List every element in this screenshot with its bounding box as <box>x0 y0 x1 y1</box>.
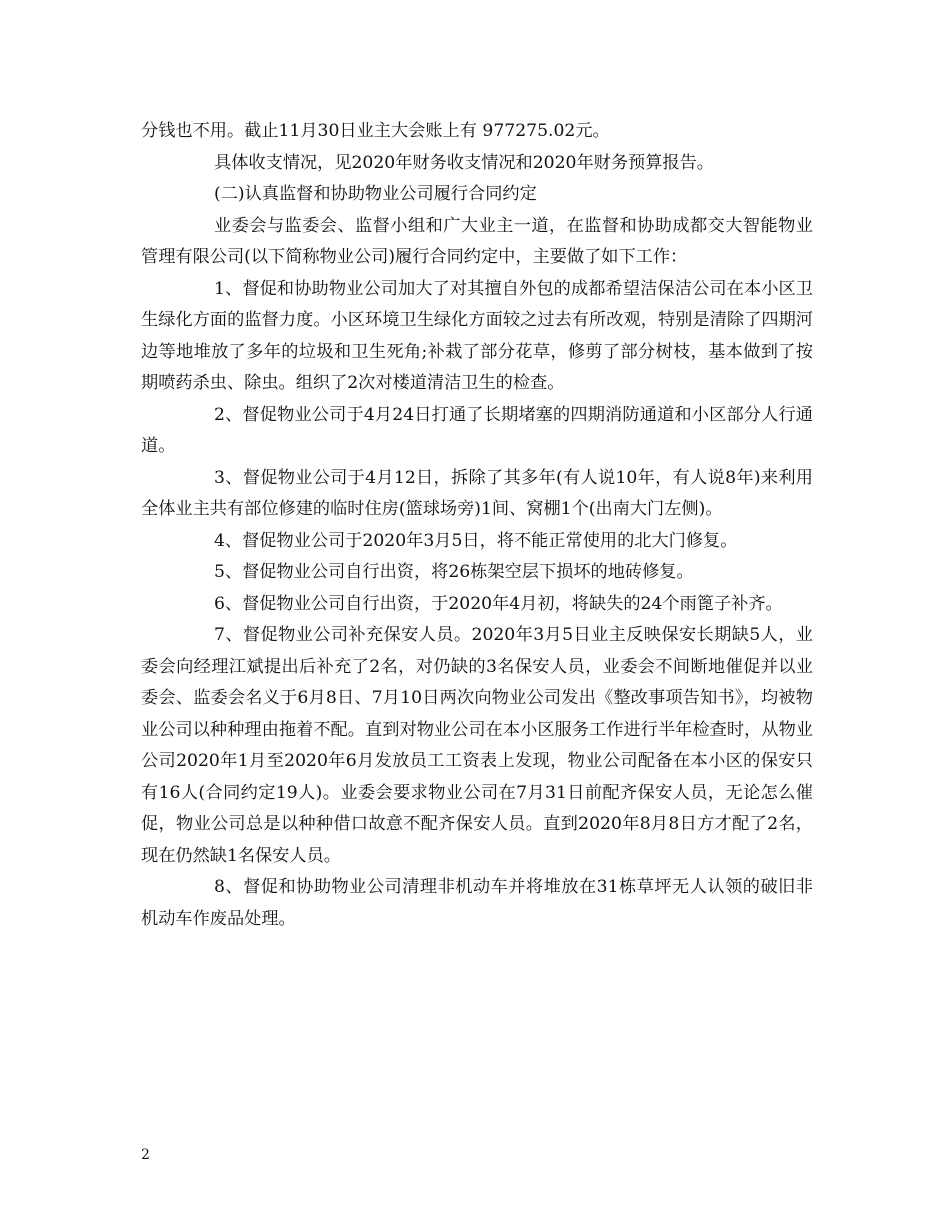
list-item-8: 8、督促和协助物业公司清理非机动车并将堆放在31栋草坪无人认领的破旧非机动车作废品处理。 <box>141 877 813 929</box>
document-body <box>141 116 813 935</box>
list-item-5: 5、督促物业公司自行出资，将26栋架空层下损坏的地砖修复。 <box>214 562 694 582</box>
list-item-7: 7、督促物业公司补充保安人员。2020年3月5日业主反映保安长期缺5人，业委会向经理江斌提出后补充了2名，对仍缺的3名保安人员，业委会不间断地催促并以业委会、监委会名义于6月8日、7月10日两次向物业公司发出《整改事项告知书》，均被物业公司以种种理由拖着不配。直到对物业公司在本小区服务工作进行半年检查时，从物业公司2020年1月至2020年6月发放员工工资表上发现，物业公司配备在本小区的保安只有16人(合同约定19人)。业委会要求物业公司在7月31日前配齐保安人员，无论怎么催促，物业公司总是以种种借口故意不配齐保安人员。直到2020年8月8日方才配了2名，现在仍然缺1名保安人员。 <box>141 625 813 866</box>
page-number: 2 <box>141 1147 150 1163</box>
list-item-1: 1、督促和协助物业公司加大了对其擅自外包的成都希望洁保洁公司在本小区卫生绿化方面的监督力度。小区环境卫生绿化方面较之过去有所改观，特别是清除了四期河边等地堆放了多年的垃圾和卫生死角;补栽了部分花草，修剪了部分树枝，基本做到了按期喷药杀虫、除虫。组织了2次对楼道清洁卫生的检查。 <box>141 278 813 393</box>
list-item-4: 4、督促物业公司于2020年3月5日，将不能正常使用的北大门修复。 <box>214 530 738 551</box>
list-item-3: 3、督促物业公司于4月12日，拆除了其多年(有人说10年，有人说8年)来利用全体业主共有部位修建的临时住房(篮球场旁)1间、窝棚1个(出南大门左侧)。 <box>141 467 813 519</box>
section-heading: (二)认真监督和协助物业公司履行合同约定 <box>214 184 537 204</box>
paragraph-intro: 业委会与监委会、监督小组和广大业主一道，在监督和协助成都交大智能物业管理有限公司(以下简称物业公司)履行合同约定中，主要做了如下工作： <box>141 215 813 267</box>
paragraph-continuation: 分钱也不用。截止11月30日业主大会账上有 977275.02元。 <box>141 121 610 141</box>
paragraph-income-expense-note: 具体收支情况，见2020年财务收支情况和2020年财务预算报告。 <box>214 152 714 173</box>
list-item-6: 6、督促物业公司自行出资，于2020年4月初，将缺失的24个雨篦子补齐。 <box>214 593 783 614</box>
list-item-2: 2、督促物业公司于4月24日打通了长期堵塞的四期消防通道和小区部分人行通道。 <box>141 404 813 456</box>
